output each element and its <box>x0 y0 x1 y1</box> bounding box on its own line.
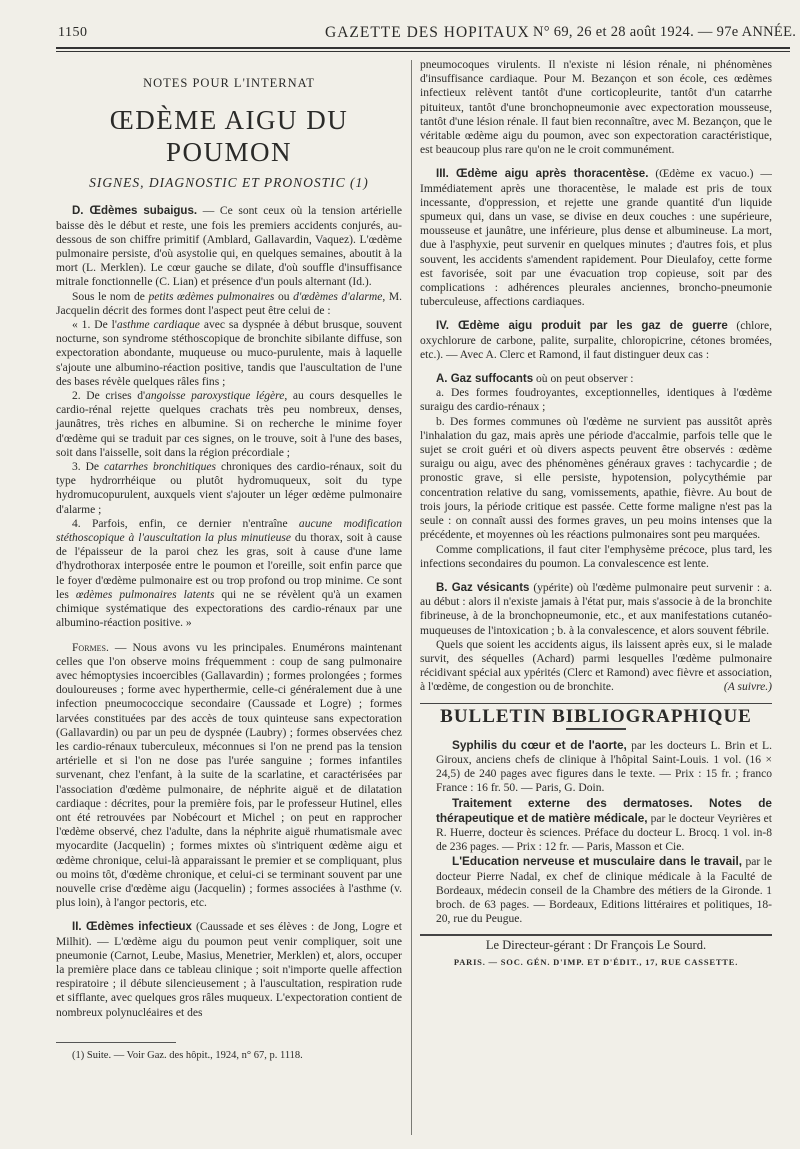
paragraph-pneumocoques: pneumocoques virulents. Il n'existe ni lésion rénale, ni phénomènes d'insuffisance cardiaque. Pour M. Bezançon et son école, ces œdèmes infectieux relèvent tantôt d'une corticopleurite, tantôt d'un catarrhe pituiteux, tantôt d'une bronchopneumonie avec expectoration mousseuse, tantôt d'une lésion rénale. Il faut bien reconnaître, avec M. Bezançon, que le véritable œdème aigu du poumon, avec son expectoration caractéristique, est beaucoup plus rare qu'on ne le croit communément. <box>420 59 772 157</box>
heading-gaz-suffocants: A. Gaz suffocants <box>436 373 534 386</box>
signature-rule <box>420 934 772 936</box>
article-subtitle: SIGNES, DIAGNOSTIC ET PRONOSTIC (1) <box>89 175 369 191</box>
paragraph-thoracentese: III. Œdème aigu après thoracentèse. (Œdème ex vacuo.) — Immédiatement après une thoracentèse, le malade est pris de toux incessante, d'oppression, et rejette une grande quantité d'un liquide spumeux qui, dans un vase, se divise en deux couches : une supérieure, mousseuse et jaunâtre, une inférieure, plus dense et albumineuse. La mort, due à l'asphyxie, peut survenir en quelques minutes ; d'autres fois, et plus souvent, les accidents s'amendent rapidement. Pour Dieulafoy, cette forme est favorisée, soit par une évacuation trop copieuse, soit par des complications : adhérences pleurales anciennes, broncho-pneumonie tuberculeuse, affections cardiaques. <box>420 168 772 309</box>
heading-gaz-vesicants: B. Gaz vésicants <box>436 581 530 594</box>
paragraph-sequelles: Quels que soient les accidents aigus, ils laissent après eux, si le malade survit, des séquelles (Achard) parmi lesquelles l'œdème pulmonaire récidivant spécial aux ypérités (Clerc et Ramond) avec fièvre et association, à l'œdème, de congestion ou de bronchite. (A suivre.) <box>420 638 772 694</box>
article-title: ŒDÈME AIGU DU POUMON <box>109 105 349 168</box>
bibliography-entry: Traitement externe des dermatoses. Notes de thérapeutique et de matière médicale, par le docteur Veyrières et R. Huerre, docteur ès sciences. Préface du docteur L. Brocq. 1 vol. in-8 de 236 pages. — Prix : 12 fr. — Paris, Masson et Cie. <box>436 795 773 854</box>
paragraph-oedemes-infectieux: II. Œdèmes infectieux (Caussade et ses élèves : de Jong, Logre et Milhit). — L'œdème aigu du poumon peut venir compliquer, soit une pneumonie (Carnot, Leube, Masius, Menetrier, Merklen) et, alors, occuper la première place dans ce tableau clinique ; soit n'importe quelle affection respiratoire ; il débute silencieusement ; à l'auscultation, respiration rude et sifflante, avec quelques gros râles muqueux. L'expectoration contient de nombreux polynucléaires et des <box>56 921 402 1019</box>
bibliography-entry: L'Education nerveuse et musculaire dans le travail, par le docteur Pierre Nadal, ex chef de clinique médicale à la Faculté de Bordeaux, médecin conseil de la Chambre des métiers de la Gironde. 1 broch. de 63 pages. — Bordeaux, Editions littéraires et politiques, 18-20, rue du Peugue. <box>436 854 772 926</box>
paragraph-petits-oedemes: Sous le nom de petits œdèmes pulmonaires ou d'œdèmes d'alarme, M. Jacquelin décrit des formes dont l'aspect peut être celui de : <box>56 290 402 317</box>
bulletin-underline <box>566 728 626 730</box>
section-heading: NOTES POUR L'INTERNAT <box>143 76 315 90</box>
issue-info: N° 69, 26 et 28 août 1924. — 97e ANNÉE. <box>533 24 797 40</box>
page-number: 1150 <box>58 25 88 40</box>
paragraph-item-1: « 1. De l'asthme cardiaque avec sa dyspnée à début brusque, souvent nocturne, son syndrome stéthoscopique de bronchite sibilante diffuse, son expectoration abondante, muqueuse ou muco-purulente, mais à laquelle s'ajoute une albumino-réaction positive, tandis que l'auscultation de l'une des bases révèle quelques râles fins ; <box>56 319 402 388</box>
paragraph-formes: Formes. — Nous avons vu les principales. Enumérons maintenant celles que l'on observe moins fréquemment : coup de sang pulmonaire avec hémoptysies incoercibles (Gallavardin) ; formes prolongées ; formes douloureuses ; forme avec hyperthermie, celle-ci généralement due à une infection pneumococcique secondaire (Caussade et Logre) ; formes larvées constituées par des accès de toux quinteuse sans expectoration (Gallavardin) ou par un peu de dyspnée (Laubry) ; formes observées chez les cardio-rénaux tuberculeux, méconnues si l'on ne prend pas la tension artérielle et si l'on ne dose pas l'urée sanguine ; formes infantiles survenant, chez l'enfant, à la suite de la scarlatine, et caractérisées par l'association d'œdème pulmonaire, de néphrite aiguë et de dilatation cardiaque : décrites, pour la première fois, par le professeur Hutinel, elles ont été retrouvées par Nobécourt et Michel ; on peut en rapprocher l'œdème observé, chez l'adulte, dans la néphrite aiguë rhumatismale avec myocardite (Jacquelin) ; formes mixtes où s'intriquent œdème aigu et œdème chronique, celui-là apparaissant le premier et se compliquant, plus ou moins tôt, d'œdème chronique, et celui-ci se terminant souvent par une nouvelle crise d'œdème aigu (Jacquelin) ; formes associées à l'asthme (v. plus loin), à l'angor pectoris, etc. <box>56 641 402 910</box>
journal-title: GAZETTE DES HOPITAUX <box>325 24 530 41</box>
paragraph-formes-communes: b. Des formes communes où l'œdème ne survient pas aussitôt après l'inhalation du gaz, mais après une période d'accalmie, parfois telle que le sujet se croit guéri et où divers aspects peuvent être observés : œdème suraigu ou aigu, avec des phénomènes généraux graves : tachycardie ; de pronostic grave, si elle persiste, hypotension, polycythémie par concentration relative du sang, vomissements, apathie, fièvre. Au bout de trois jours, la période critique est passée. Cette forme maligne n'est pas la seule : on connaît aussi des formes graves, un peu moins intenses que la précédente, et moyennes où les réactions pulmonaires sont peu marquées. <box>420 415 772 542</box>
column-divider <box>411 60 412 1135</box>
a-suivre: (A suivre.) <box>723 681 772 694</box>
paragraph-item-4: 4. Parfois, enfin, ce dernier n'entraîne aucune modification stéthoscopique à l'auscultation la plus minutieuse du thorax, soit à cause de l'épaisseur de la paroi chez les gras, soit à cause d'une lame d'hydrothorax interposée entre le poumon et l'oreille, soit enfin parce que le foyer d'œdème pulmonaire est ou trop profond ou trop minime. Ce sont les œdèmes pulmonaires latents qui ne se révèlent qu'à un examen chimique systématique des expectorations des cardio-rénaux par une albumino-réaction positive. » <box>56 517 402 630</box>
bulletin-rule <box>420 703 772 704</box>
paragraph-item-3: 3. De catarrhes bronchitiques chroniques des cardio-rénaux, soit du type hydrorrhéique ou plutôt hydromuqueux, soit du type hydromucopurulent, auxquels vient s'ajouter un léger œdème pulmonaire d'alarme ; <box>56 461 403 516</box>
heading-oedemes-infectieux: II. Œdèmes infectieux <box>72 921 192 934</box>
paragraph-gaz-vesicants: B. Gaz vésicants (ypérite) où l'œdème pulmonaire peut survenir : a. au début : alors il n'existe jamais à l'état pur, mais s'associe à de la bronchite fibrineuse, à de la bronchopneumonie, etc., et aux manifestations cutanéo-muqueuses de l'intoxication ; b. à la convalescence, et alors souvent fébrile. <box>420 581 773 637</box>
heading-thoracentese: III. Œdème aigu après thoracentèse. <box>436 168 649 181</box>
paragraph-oedemes-subaigus: D. Œdèmes subaigus. — Ce sont ceux où la tension artérielle baisse dès le début et reste, une fois les premiers accidents conjurés, au-dessous de son chiffre primitif (Amblard, Gallavardin, Vaquez). L'œdème pulmonaire persiste, d'où asystolie qui, en quelques semaines, aboutit à la mort (L. Merklen). Le cœur gauche se dilate, d'où souffle d'insuffisance mitrale fonctionnelle (C. Lian) et présence d'un pouls alternant (Id.). <box>56 205 402 289</box>
footnote: (1) Suite. — Voir Gaz. des hôpit., 1924, n° 67, p. 1118. <box>72 1049 303 1061</box>
bulletin-heading: BULLETIN BIBLIOGRAPHIQUE <box>440 705 752 727</box>
printer-line: PARIS. — SOC. GÉN. D'IMP. ET D'ÉDIT., 17, RUE CASSETTE. <box>453 956 739 967</box>
director-signature: Le Directeur-gérant : Dr François Le Sourd. <box>485 938 707 953</box>
paragraph-complications: Comme complications, il faut citer l'emphysème précoce, plus tard, les infections secondaires du poumon. La convalescence est lente. <box>420 543 772 570</box>
footnote-rule <box>56 1042 176 1043</box>
heading-formes: Formes. <box>72 641 109 654</box>
header-rule-thin <box>56 51 790 52</box>
running-header <box>0 0 800 48</box>
heading-gaz-de-guerre: IV. Œdème aigu produit par les gaz de guerre <box>436 320 728 333</box>
left-column <box>56 64 402 1062</box>
paragraph-item-2: 2. De crises d'angoisse paroxystique légère, au cours desquelles le cardio-rénal rejette quelques crachats très peu nombreux, denses, jaunâtres, très riches en albumine. Si on recherche le minime foyer d'œdème qui se traduit par ces signes, on le trouve, soit à l'une des bases, soit dans l'aisselle, soit dans la région précordiale ; <box>56 390 403 459</box>
right-column <box>420 58 772 969</box>
header-rule <box>56 47 790 49</box>
paragraph-formes-foudroyantes: a. Des formes foudroyantes, exceptionnelles, identiques à l'œdème suraigu des cardio-rénaux ; <box>420 387 772 414</box>
bibliography-entry: Syphilis du cœur et de l'aorte, par les docteurs L. Brin et L. Giroux, anciens chefs de clinique à l'hôpital Saint-Louis. 1 vol. (16 × 24,5) de 240 pages avec figures dans le texte. — Prix : 15 fr. ; franco France : 16 fr. 50. — Paris, G. Doin. <box>436 737 772 795</box>
paragraph-gaz-suffocants: A. Gaz suffocants où on peut observer : <box>436 373 634 386</box>
paragraph-gaz-de-guerre: IV. Œdème aigu produit par les gaz de guerre (chlore, oxychlorure de carbone, palite, surpalite, chloropicrine, cétones bromées, etc.). — Avec A. Clerc et Ramond, il faut distinguer deux cas : <box>420 320 772 361</box>
heading-oedemes-subaigus: D. Œdèmes subaigus. <box>72 205 198 218</box>
